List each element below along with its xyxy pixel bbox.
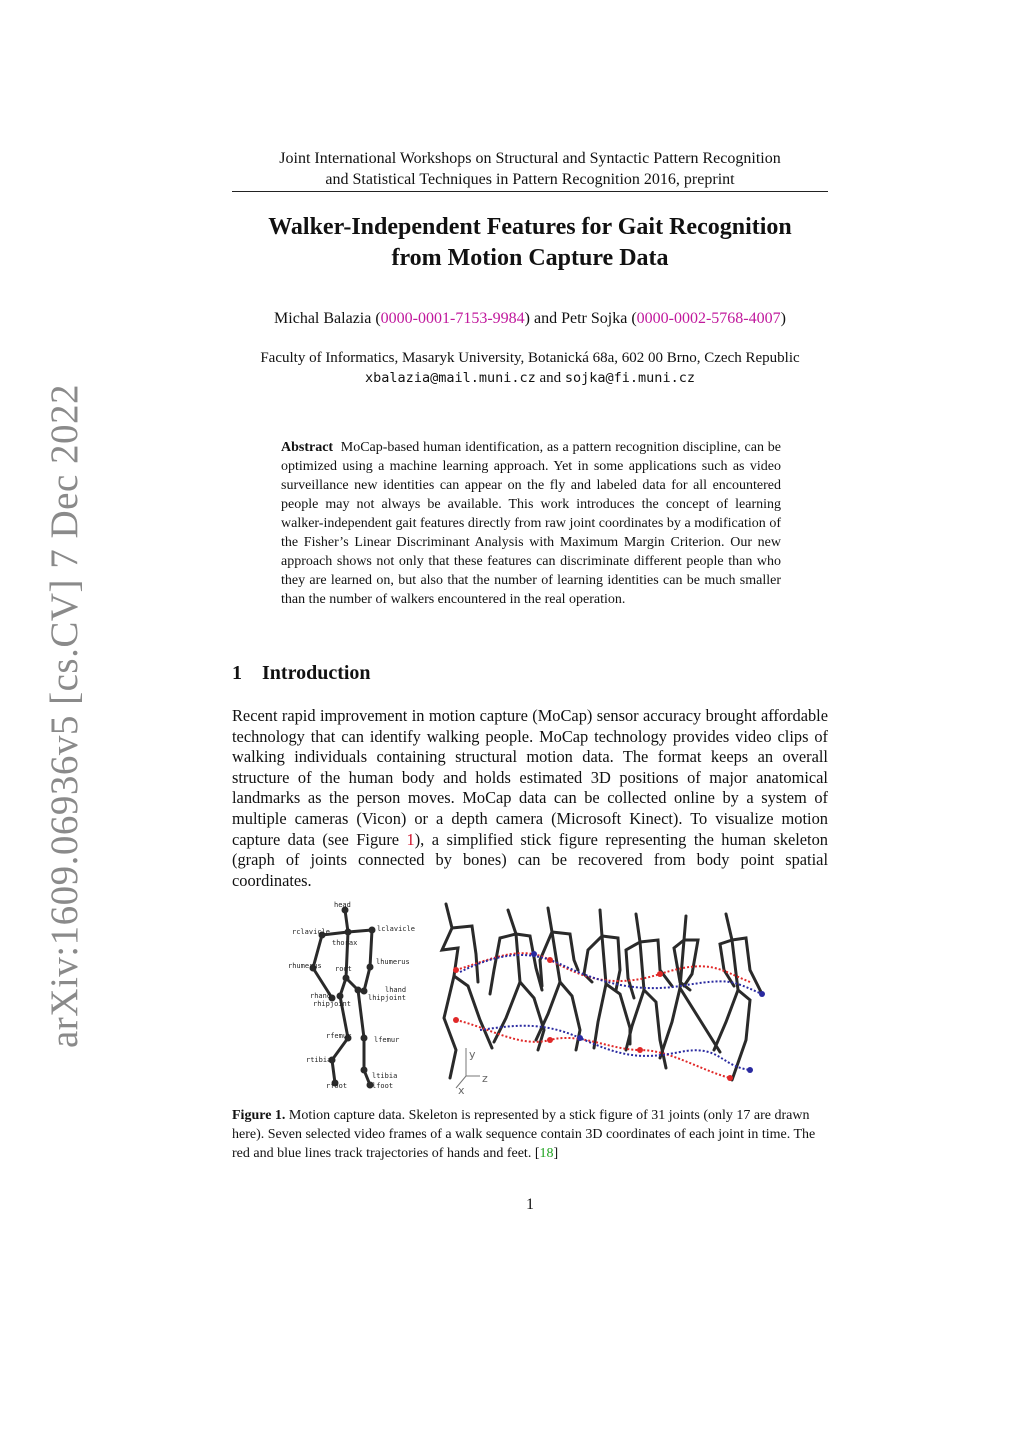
joint — [361, 988, 368, 995]
joint — [361, 1067, 368, 1074]
joint-label: rtibia — [306, 1056, 332, 1064]
joint-label: rfemur — [326, 1032, 352, 1040]
title-line-2: from Motion Capture Data — [391, 245, 669, 271]
venue-line-1: Joint International Workshops on Structural and Syntactic Pattern Recognition — [279, 150, 781, 167]
body-text-part: ), a simplified stick figure representing the human skeleton (graph of joints connected by bones) can be recovered from body point spatial coordinates. — [232, 829, 828, 890]
trajectory-marker — [727, 1075, 733, 1081]
bone — [332, 1038, 348, 1060]
joint — [361, 1035, 368, 1042]
stick-figure-frame-7-leg — [714, 940, 738, 1050]
joint-label: lclavicle — [377, 925, 415, 933]
body-text-part: Recent rapid improvement in motion capture (MoCap) sensor accuracy brought affordable technology that can identify walking people. MoCap technology provides video clips of walking individuals containing structural motion data. The format keeps an overall structure of the human body and holds estimated 3D positions of major anatomical landmarks as the person moves. MoCap data can be collected online by a system of multiple cameras (Vicon) or a depth camera (Microsoft Kinect). To visualize motion capture data (see Figure — [232, 706, 828, 849]
section-number: 1 — [232, 662, 242, 684]
trajectory-marker — [531, 951, 537, 957]
joint-label: ltibia — [372, 1072, 398, 1080]
figure-caption — [232, 1106, 828, 1163]
email-connector: and — [539, 370, 562, 386]
bone — [358, 990, 364, 1038]
stick-figure-frame-2-leg — [520, 982, 544, 1050]
motion-capture-figure — [280, 890, 780, 1100]
joint — [337, 993, 344, 1000]
affiliation — [232, 348, 828, 388]
page-number: 1 — [526, 1196, 534, 1213]
trajectory-marker — [453, 1017, 459, 1023]
header-rule — [232, 191, 828, 192]
joint — [345, 929, 352, 936]
joint-label: root — [335, 965, 352, 973]
joint-label: thorax — [332, 939, 358, 947]
trajectory-marker — [577, 1035, 583, 1041]
axis-label-y: y — [469, 1048, 476, 1061]
email-address: sojka@fi.muni.cz — [564, 370, 695, 386]
affiliation-line: Faculty of Informatics, Masaryk University, Botanická 68a, 602 00 Brno, Czech Republic — [260, 350, 800, 366]
joint-label: rhipjoint — [313, 1000, 351, 1008]
joint-label: head — [334, 901, 351, 909]
axis-label-x: x — [458, 1084, 465, 1097]
caption-end: ] — [553, 1146, 559, 1161]
stick-figure-frame-4 — [584, 910, 602, 982]
abstract — [281, 438, 781, 609]
joint-label: rfoot — [326, 1082, 348, 1090]
author-connector: and — [533, 310, 558, 327]
caption-text: Motion capture data. Skeleton is represented by a stick figure of 31 joints (only 17 are drawn here). Seven selected video frames of a walk sequence contain 3D coordinates of each joint in time. The red and blue lines track trajectories of hands and feet. [ — [232, 1108, 816, 1161]
arxiv-identifier: arXiv:1609.06936v5 [cs.CV] 7 Dec 2022 — [43, 383, 86, 1048]
orcid-link[interactable]: 0000-0001-7153-9984 — [380, 310, 525, 327]
citation-link[interactable]: 18 — [539, 1146, 554, 1161]
joint — [355, 987, 362, 994]
stick-figure-frame-6-arm — [684, 940, 698, 986]
body-paragraph — [232, 706, 828, 891]
trajectory-marker — [759, 991, 765, 997]
walk-frames — [442, 904, 762, 1080]
title-line-1: Walker-Independent Features for Gait Recognition — [268, 214, 792, 240]
trajectory-marker — [453, 967, 459, 973]
stick-figure-frame-2 — [490, 910, 516, 994]
skeleton-labels — [288, 901, 415, 1090]
abstract-text: MoCap-based human identification, as a pattern recognition discipline, can be optimized using a machine learning approach. Yet in some applications such as video surveillance new identities can appear on the fly and labeled data for all encountered people may not always be available. This work introduces the concept of learning walker-independent gait features directly from raw joint coordinates by a modification of the Fisher’s Linear Discriminant Analysis with Maximum Margin Criterion. Our new approach shows not only that these features can discriminate different people than who they are learned on, but also that the number of learning identities can be much smaller than the number of walkers encountered in the real operation. — [281, 440, 781, 607]
axes-indicator — [456, 1048, 480, 1088]
figure-reference-link[interactable]: 1 — [406, 829, 415, 849]
joint-label: lfemur — [374, 1036, 400, 1044]
joint — [343, 975, 350, 982]
email-address: xbalazia@mail.muni.cz — [365, 370, 536, 386]
joint-label: lhand — [385, 986, 407, 994]
stick-figure-frame-6-leg — [680, 940, 720, 1052]
axis-label-z: z — [482, 1072, 488, 1085]
author-name: Michal Balazia — [274, 310, 372, 327]
section-title: Introduction — [262, 662, 371, 684]
stick-figure-frame-5-leg — [626, 942, 644, 1050]
trajectory-marker — [547, 957, 553, 963]
email-line — [232, 368, 828, 388]
orcid-link[interactable]: 0000-0002-5768-4007 — [636, 310, 781, 327]
stick-figure-frame-1 — [442, 904, 458, 1078]
trajectory-marker — [547, 1037, 553, 1043]
stick-figure-frame-3-leg — [560, 982, 580, 1050]
stick-figure-frame-1-leg — [454, 976, 492, 1048]
author-list: Michal Balazia (0000-0001-7153-9984) and Petr Sojka (0000-0002-5768-4007) — [274, 310, 786, 327]
caption-label: Figure 1. — [232, 1108, 286, 1123]
abstract-label: Abstract — [281, 440, 334, 455]
stick-figure-frame-3 — [540, 908, 552, 986]
joint-label: rhand — [310, 992, 332, 1000]
bone — [364, 967, 370, 991]
joint-label: lhipjoint — [368, 994, 406, 1002]
section-heading — [232, 662, 371, 685]
joint-label: lhumerus — [376, 958, 410, 966]
bone — [348, 930, 372, 932]
author-name: Petr Sojka — [561, 310, 628, 327]
joint — [367, 964, 374, 971]
joint-label: rhumerus — [288, 962, 322, 970]
joint — [369, 927, 376, 934]
trajectory-marker — [657, 971, 663, 977]
trajectory-marker — [637, 1047, 643, 1053]
bone — [370, 930, 372, 967]
stick-figure-frame-6-leg — [660, 988, 680, 1058]
stick-figure-frame-4-leg — [594, 936, 606, 1048]
paper-title — [232, 212, 828, 274]
venue-line-2: and Statistical Techniques in Pattern Recognition 2016, preprint — [325, 171, 735, 188]
venue-header — [232, 148, 828, 190]
stick-figure-frame-5 — [626, 914, 640, 998]
stick-figure-frame-4-leg — [606, 984, 630, 1044]
joint-label: lfoot — [372, 1082, 394, 1090]
joint-label: rclavicle — [292, 928, 330, 936]
trajectory-marker — [747, 1067, 753, 1073]
